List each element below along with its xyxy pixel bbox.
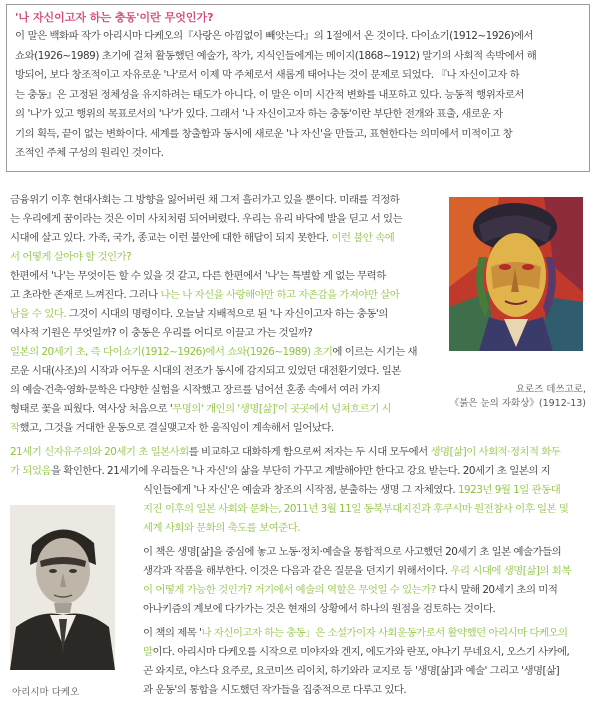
body-line: 고 초라한 존재로 느껴진다. 그러나 나는 나 자신을 사랑해야만 하고 자존감을 가져야만 살아 xyxy=(10,289,400,301)
body-line: 아나키즘의 계보에 다가가는 것은 현재의 상황에서 하나의 원점을 검토하는 것이다. xyxy=(143,603,496,615)
body-line: 과 운동'의 통합을 시도했던 작가들을 집중적으로 다루고 있다. xyxy=(143,684,407,696)
definition-line: 의 '나'가 있고 행위의 목표로서의 '나'가 있다. 그래서 '나 자신이고자 하는 충동'이란 부단한 전개와 표출, 새로운 자 xyxy=(15,108,503,120)
body-line: 이 책은 생명[삶]을 중심에 놓고 노동·정치·예술을 통합적으로 사고했던 20세기 초 일본 예술가들의 xyxy=(143,546,562,558)
self-portrait-painting xyxy=(449,197,583,351)
body-line: 일본의 20세기 초, 즉 다이쇼기(1912~1926)에서 쇼와(1926~1989) 초기에 이르는 시기는 새 xyxy=(10,346,418,358)
body-line: 역사적 기원은 무엇일까? 이 충동은 우리를 어디로 이끌고 가는 것일까? xyxy=(10,327,313,339)
self-portrait-image xyxy=(449,197,583,351)
highlight: 일본의 20세기 초, 즉 다이쇼기(1912~1926)에서 쇼와(1926~1989) 초기 xyxy=(10,346,333,358)
definition-line: 쇼와(1926~1989) 초기에 걸쳐 활동했던 예술가, 작가, 지식인들에게는 메이지(1868~1912) 말기의 사회적 속박에서 해 xyxy=(15,49,537,62)
body-line: 한편에서 '나'는 무엇이든 할 수 있을 것 같고, 다른 한편에서 '나'는 특별할 게 없는 무력하 xyxy=(10,270,386,282)
author-portrait-photo xyxy=(10,505,115,670)
body-line: 생각과 작품을 해부한다. 이것은 다음과 같은 질문을 던지기 위해서이다. 우리 시대에 생명[삶]의 회복 xyxy=(143,565,571,577)
definition-line: 이 말은 백화파 작가 아리시마 다케오의『사랑은 아낌없이 빼앗는다』의 1절에서 온 것이다. 다이쇼기(1912~1926)에서 xyxy=(15,30,534,42)
highlight: 가 되었음 xyxy=(10,465,51,477)
definition-line: 조적인 주체 구성의 원리인 것이다. xyxy=(15,147,164,159)
body-line: 21세기 신자유주의와 20세기 초 일본사회를 비교하고 대화하게 함으로써 저자는 두 시대 모두에서 생명[삶]이 사회적·정치적 화두 xyxy=(10,446,561,458)
body-line: 가 되었음을 확인한다. 21세기에 우리들은 '나 자신'의 삶을 부단히 가꾸고 계발해야만 한다고 강요 받는다. 20세기 초 일본의 지 xyxy=(10,465,551,477)
highlight: 나는 나 자신을 사랑해야만 하고 자존감을 가져야만 살아 xyxy=(160,289,400,301)
highlight-line: 세계 사회와 문화의 축도를 보여준다. xyxy=(143,522,301,534)
body-line: 남을 수 있다. 그것이 시대의 명령이다. 오늘날 지배적으로 된 '나 자신이고자 하는 충동'의 xyxy=(10,308,388,320)
body-line: 의 예술·건축·영화·문학은 다양한 실험을 시작했고 장르를 넘어선 혼종 속에서 여러 가지 xyxy=(10,384,381,396)
highlight-line: 서 어떻게 살아야 할 것인가? xyxy=(10,251,132,263)
definition-title: '나 자신이고자 하는 충동'이란 무엇인가? xyxy=(15,11,214,24)
body-line: 이 어떻게 가능한 것인가? 거기에서 예술의 역할은 무엇일 수 있는가? 다시 말해 20세기 초의 미적 xyxy=(143,584,558,596)
highlight-line: 지진 이후의 일본 사회와 문화는, 2011년 3월 11일 동북부대지진과 후쿠시마 원전참사 이후 일본 및 xyxy=(143,503,569,515)
author-portrait-image xyxy=(10,505,115,670)
photo-caption: 아리시마 다케오 xyxy=(12,687,80,698)
highlight: 무명의' 개인의 '생명[삶]'이 곳곳에서 넘쳐흐르기 시 xyxy=(172,403,392,415)
body-line: 말이다. 아리시마 다케오를 시작으로 미야자와 겐지, 에도가와 란포, 야나기 무네요시, 오스기 사카에, xyxy=(143,646,570,658)
highlight: 나 자신이고자 하는 충동」은 소설가이자 사회운동가로서 활약했던 아리시마 다케오의 xyxy=(201,627,568,639)
body-line: 이 책의 제목 '나 자신이고자 하는 충동」은 소설가이자 사회운동가로서 활약했던 아리시마 다케오의 xyxy=(143,627,568,639)
definition-line: 는 충동』은 고정된 정체성을 유지하려는 태도가 아니다. 이 말은 이미 시간적 변화를 내포하고 있다. 능동적 행위자로서 xyxy=(15,88,525,101)
body-line: 곤 와지로, 야스다 요주로, 요코미쓰 리이치, 하기와라 교지로 등 '생명[삶]과 예술' 그리고 '생명[삶] xyxy=(143,665,560,677)
body-line: 식인들에게 '나 자신'은 예술과 창조의 시작점, 분출하는 생명 그 자체였다. 1923년 9월 1일 관동대 xyxy=(143,484,561,496)
highlight: 생명[삶]이 사회적·정치적 화두 xyxy=(430,446,561,458)
definition-box xyxy=(6,4,590,172)
definition-line: 기의 획득, 끝이 없는 변화이다. 세계를 창출함과 동시에 새로운 '나 자신'을 만들고, 표현한다는 의미에서 미적이고 창 xyxy=(15,127,513,140)
highlight: 남을 수 있다. xyxy=(10,308,67,320)
body-line: 시대에 살고 있다. 가족, 국가, 종교는 이런 불안에 대한 해답이 되지 못한다. 이런 불안 속에 xyxy=(10,232,395,244)
highlight: 이 어떻게 가능한 것인가? 거기에서 예술의 역할은 무엇일 수 있는가? xyxy=(143,584,436,596)
highlight: 말 xyxy=(143,646,153,658)
body-line: 금융위기 이후 현대사회는 그 방향을 잃어버린 채 그저 흘러가고 있을 뿐이다. 미래를 걱정하 xyxy=(10,194,400,206)
definition-line: 방되어, 보다 창조적이고 자유로운 '나'로서 이제 막 주체로서 새롭게 태어나는 것이 문제로 되었다. 『나 자신이고자 하 xyxy=(15,69,520,81)
body-line: 작했고, 그것을 거대한 운동으로 결실맺고자 한 움직임이 계속해서 일어났다. xyxy=(10,422,334,434)
highlight: 1923년 9월 1일 관동대 xyxy=(457,484,561,496)
body-line: 형태로 꽃을 피웠다. 역사상 처음으로 '무명의' 개인의 '생명[삶]'이 곳곳에서 넘쳐흐르기 시 xyxy=(10,403,392,415)
highlight: 작 xyxy=(10,422,20,434)
highlight: 21세기 신자유주의와 20세기 초 일본사회 xyxy=(10,446,189,458)
body-line: 로운 시대(사조)의 시작과 어두운 시대의 전조가 동시에 감지되고 있었던 대전환기였다. 일본 xyxy=(10,365,401,377)
highlight: 우리 시대에 생명[삶]의 회복 xyxy=(450,565,571,577)
body-line: 는 우리에게 꿈이라는 것은 이미 사치처럼 되어버렸다. 우리는 유리 바닥에 발을 딛고 서 있는 xyxy=(10,213,403,225)
painting-caption: 《붉은 눈의 자화상》(1912-13) xyxy=(449,398,586,409)
highlight: 이런 불안 속에 xyxy=(331,232,395,244)
painting-caption: 요로즈 데쓰고로, xyxy=(515,384,586,395)
